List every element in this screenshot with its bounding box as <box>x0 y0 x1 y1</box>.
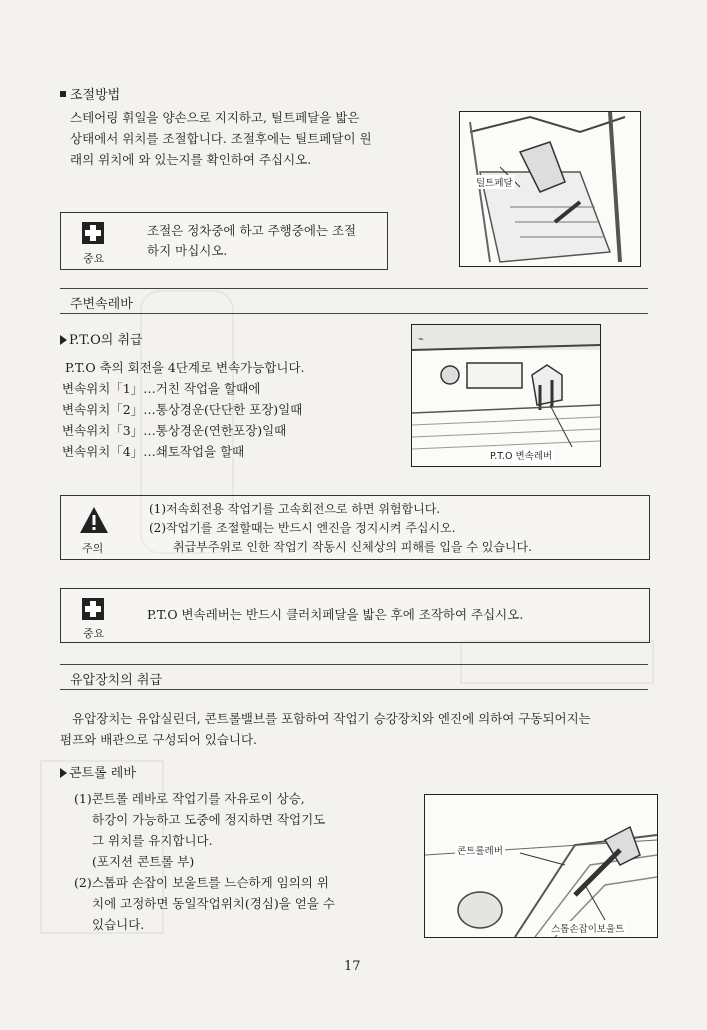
caution-label: 주의 <box>82 542 104 555</box>
section-heading-adjust: 조절방법 <box>60 84 120 103</box>
triangle-bullet-icon <box>60 768 67 778</box>
pto-lever-figure <box>411 324 601 467</box>
control-lever-callout: 콘트롤레버 <box>455 843 505 857</box>
caution-text: (1)저속회전용 작업기를 고속회전으로 하면 위험합니다. (2)작업기를 조절할때는 반드시 엔진을 정지시켜 주십시오. 취급부주위로 인한 작업기 작동시 신체상의 피해를 입을 수 있습니다. <box>149 502 532 554</box>
control-lever-heading: 콘트롤 레바 <box>60 762 136 781</box>
important-note-1-text: 조절은 정차중에 하고 주행중에는 조절 하지 마십시오. <box>147 223 357 258</box>
control-lever-paragraph: (1)콘트롤 레바로 작업기를 자유로이 상승, 하강이 가능하고 도중에 정지하면 작업기도 그 위치를 유지합니다. (포지션 콘트롤 부) (2)스톱파 손잡이 보울트를 느슨하게 임의의 위 치에 고정하면 동일작업위치(경심)을 얻을 수 있습니다. <box>74 791 335 932</box>
svg-text:⌁: ⌁ <box>418 334 425 345</box>
control-lever-figure <box>424 794 658 938</box>
pto-heading: P.T.O의 취급 <box>60 329 143 348</box>
section-bar-main-shift-lever: 주변속레바 <box>60 288 648 314</box>
pto-lever-callout: P.T.O 변속레버 <box>488 448 554 462</box>
caution-note <box>60 495 650 560</box>
important-note-2-text: P.T.O 변속레버는 반드시 클러치페달을 밟은 후에 조작하여 주십시오. <box>147 607 524 622</box>
tilt-pedal-callout: 틸트페달 <box>474 175 515 189</box>
hydraulic-paragraph: 유압장치는 유압실린더, 콘트롤밸브를 포함하여 작업기 승강장치와 엔진에 의하여 구동되어지는 펌프와 배관으로 구성되어 있습니다. <box>60 711 591 747</box>
section-bar-hydraulic: 유압장치의 취급 <box>60 664 648 690</box>
square-bullet-icon <box>60 91 66 97</box>
stop-knob-bolt-callout: 스톱손잡이보울트 <box>549 921 626 935</box>
triangle-bullet-icon <box>60 335 67 345</box>
first-aid-cross-icon <box>82 222 104 248</box>
warning-triangle-icon <box>79 506 109 538</box>
important-note-1 <box>60 212 388 270</box>
tilt-pedal-figure <box>459 111 641 267</box>
first-aid-cross-icon <box>82 598 104 624</box>
important-note-2 <box>60 588 650 643</box>
adjust-paragraph: 스테어링 휘일을 양손으로 지지하고, 틸트페달을 밟은 상태에서 위치를 조절합니다. 조절후에는 틸트페달이 원 래의 위치에 와 있는지를 확인하여 주십시오. <box>70 110 372 167</box>
important-label: 중요 <box>83 627 105 640</box>
page-number: 17 <box>344 959 361 974</box>
important-label: 중요 <box>83 252 105 265</box>
pto-paragraph: P.T.O 축의 회전을 4단계로 변속가능합니다. 변속위치「1」…거친 작업을 할때에 변속위치「2」…통상경운(단단한 포장)일때 변속위치「3」…통상경운(연한포장)일때 변속위치「4」…쇄토작업을 할때 <box>62 360 305 459</box>
